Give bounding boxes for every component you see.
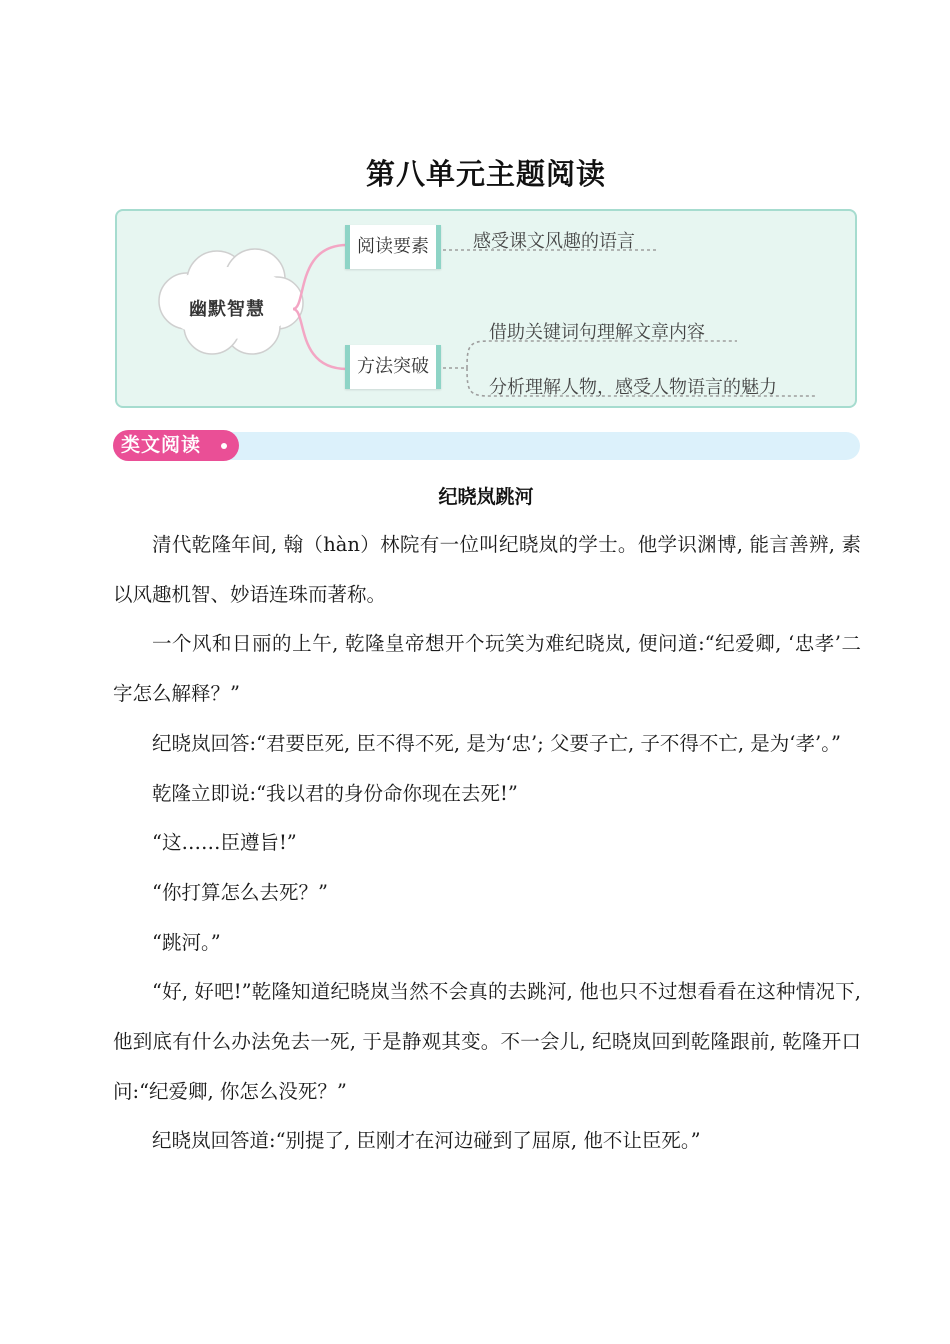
article-title: 纪晓岚跳河 <box>438 486 534 508</box>
paragraph: “跳河。” <box>152 930 221 954</box>
section-dot <box>221 443 227 449</box>
leaf-reading-element-1: 感受课文风趣的语言 <box>473 231 635 252</box>
mindmap-center: 幽默智慧 <box>189 299 265 320</box>
branch-method-breakthrough: 方法突破 <box>345 345 441 389</box>
leaf-method-2: 分析理解人物，感受人物语言的魅力 <box>489 377 777 398</box>
branch-reading-elements: 阅读要素 <box>345 225 441 269</box>
mindmap-panel <box>115 209 857 408</box>
paragraph: 一个风和日丽的上午, 乾隆皇帝想开个玩笑为难纪晓岚, 便问道:“纪爱卿, ‘忠孝’二字怎么解释？” <box>113 632 861 706</box>
section-label: 类文阅读 <box>121 434 202 456</box>
paragraph: “这……臣遵旨!” <box>152 831 297 855</box>
paragraph: “你打算怎么去死？” <box>152 880 328 904</box>
paragraph: 清代乾隆年间, 翰（hàn）林院有一位叫纪晓岚的学士。他学识渊博, 能言善辨, 素以风趣机智、妙语连珠而著称。 <box>113 533 861 606</box>
paragraph: “好, 好吧!”乾隆知道纪晓岚当然不会真的去跳河, 他也只不过想看看在这种情况下, 他到底有什么办法免去一死, 于是静观其变。不一会儿, 纪晓岚回到乾隆跟前, 乾隆开口问:“纪爱卿, 你怎么没死？” <box>113 980 861 1103</box>
paragraph: 纪晓岚回答道:“别提了, 臣刚才在河边碰到了屈原, 他不让臣死。” <box>152 1129 701 1153</box>
paragraph: 乾隆立即说:“我以君的身份命你现在去死!” <box>152 781 518 805</box>
leaf-method-1: 借助关键词句理解文章内容 <box>489 322 705 343</box>
section-tag <box>113 430 239 461</box>
article-body <box>113 520 861 1166</box>
paragraph: 纪晓岚回答:“君要臣死, 臣不得不死, 是为‘忠’; 父要子亡, 子不得不亡, 是为‘孝’。” <box>152 731 841 755</box>
page-title: 第八单元主题阅读 <box>365 157 606 191</box>
